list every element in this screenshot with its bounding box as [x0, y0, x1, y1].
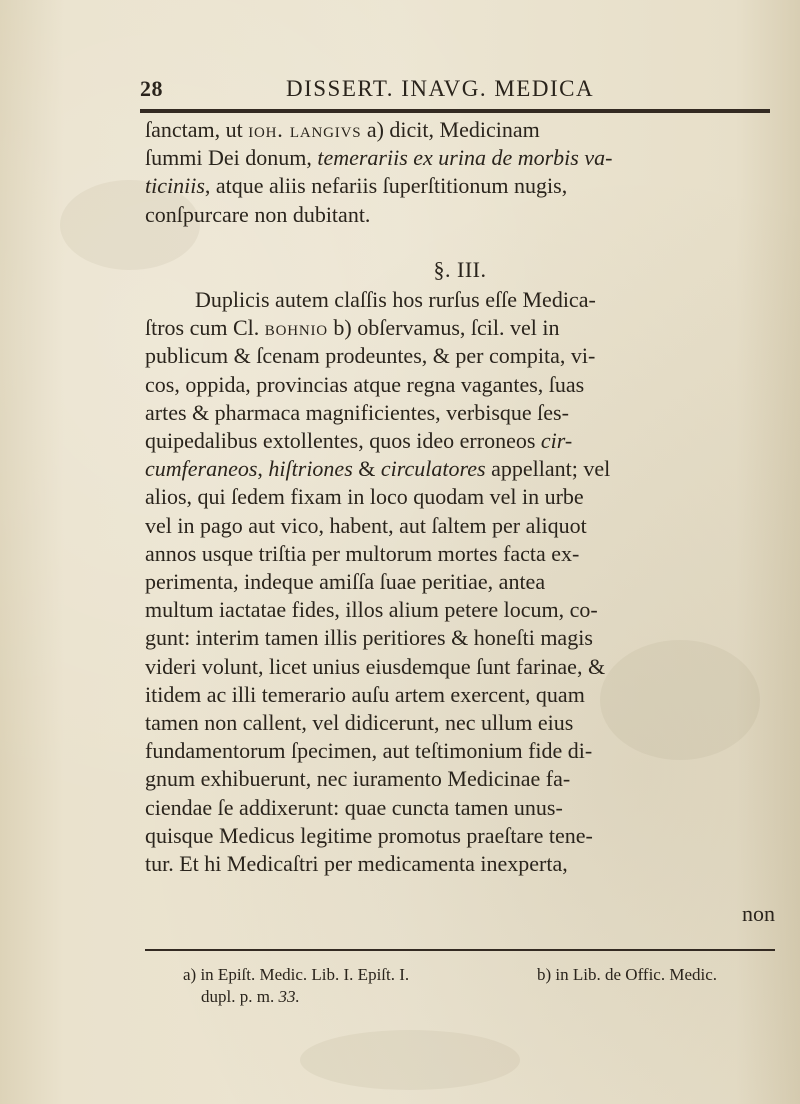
- text-line: quipedalibus extollentes, quos ideo erroneos cir-: [145, 428, 573, 454]
- paragraph-continuation: [145, 116, 775, 229]
- text-line: quisque Medicus legitime promotus praeſtare tene-: [145, 822, 593, 848]
- paper-stain: [300, 1030, 520, 1090]
- text-line: gnum exhibuerunt, nec iuramento Medicinae fa-: [145, 766, 571, 792]
- catchword: non: [742, 901, 775, 926]
- text-line: cumferaneos, hiſtriones & circulatores appellant; vel: [145, 456, 611, 482]
- text-line: ſanctam, ut ioh. langivs a) dicit, Medicinam: [145, 117, 540, 142]
- text-line: ſummi Dei donum, temerariis ex urina de morbis va-: [145, 145, 613, 171]
- page-number: 28: [140, 76, 163, 101]
- header-rule: [140, 109, 770, 113]
- text-line: ticiniis, atque aliis nefariis ſuperſtitionum nugis,: [145, 173, 568, 199]
- running-head: DISSERT. INAVG. MEDICA: [286, 76, 595, 101]
- italic-phrase: circulatores: [380, 456, 486, 482]
- footnote-line: dupl. p. m. 33.: [201, 987, 300, 1006]
- text-line: perimenta, indeque amiſſa ſuae peritiae, antea: [145, 569, 546, 595]
- italic-phrase: temerariis ex urina de morbis va-: [317, 145, 613, 171]
- text-line: tur. Et hi Medicaſtri per medicamenta inexperta,: [145, 851, 568, 877]
- text-line: fundamentorum ſpecimen, aut teſtimonium fide di-: [145, 738, 593, 764]
- italic-phrase: ticiniis: [145, 173, 205, 199]
- text-line: artes & pharmaca magnificientes, verbisque ſes-: [145, 399, 569, 425]
- text-line: annos usque triſtia per multorum mortes facta ex-: [145, 540, 580, 566]
- paragraph-section-3: [145, 286, 775, 878]
- text-line: vel in pago aut vico, habent, aut ſaltem per aliquot: [145, 512, 587, 538]
- footnote-b: [537, 964, 775, 986]
- text-line: ciendae ſe addixerunt: quae cuncta tamen unus-: [145, 794, 563, 820]
- footnote-line: b) in Lib. de Offic. Medic.: [537, 965, 718, 984]
- text-line: itidem ac illi temerario auſu artem exercent, quam: [145, 681, 585, 707]
- text-line: alios, qui ſedem fixam in loco quodam vel in urbe: [145, 484, 584, 510]
- text-line: tamen non callent, vel didicerunt, nec ullum eius: [145, 710, 574, 736]
- text-line: gunt: interim tamen illis peritiores & honeſti magis: [145, 625, 593, 651]
- footnote-rule: [145, 949, 775, 951]
- section-heading: §. III.: [433, 257, 487, 282]
- author-name: bohnio: [264, 315, 328, 341]
- text-line: Duplicis autem claſſis hos rurſus eſſe Medica-: [195, 287, 596, 312]
- italic-phrase: hiſtriones: [268, 456, 353, 482]
- text-line: publicum & ſcenam prodeuntes, & per compita, vi-: [145, 343, 596, 369]
- footnote-line: a) in Epiſt. Medic. Lib. I. Epiſt. I.: [183, 965, 410, 984]
- text-line: videri volunt, licet unius eiusdemque ſunt farinae, &: [145, 653, 606, 679]
- footnote-a: [183, 964, 503, 1008]
- text-line: ſtros cum Cl. bohnio b) obſervamus, ſcil. vel in: [145, 315, 560, 341]
- text-line: multum iactatae fides, illos alium petere locum, co-: [145, 597, 598, 623]
- italic-phrase: cumferaneos: [145, 456, 258, 482]
- footnotes: [145, 964, 775, 1024]
- text-line: cos, oppida, provincias atque regna vagantes, ſuas: [145, 371, 585, 397]
- author-name: ioh. langivs: [248, 117, 362, 142]
- text-line: conſpurcare non dubitant.: [145, 201, 371, 227]
- italic-phrase: cir-: [540, 428, 573, 454]
- page-header: [140, 76, 770, 106]
